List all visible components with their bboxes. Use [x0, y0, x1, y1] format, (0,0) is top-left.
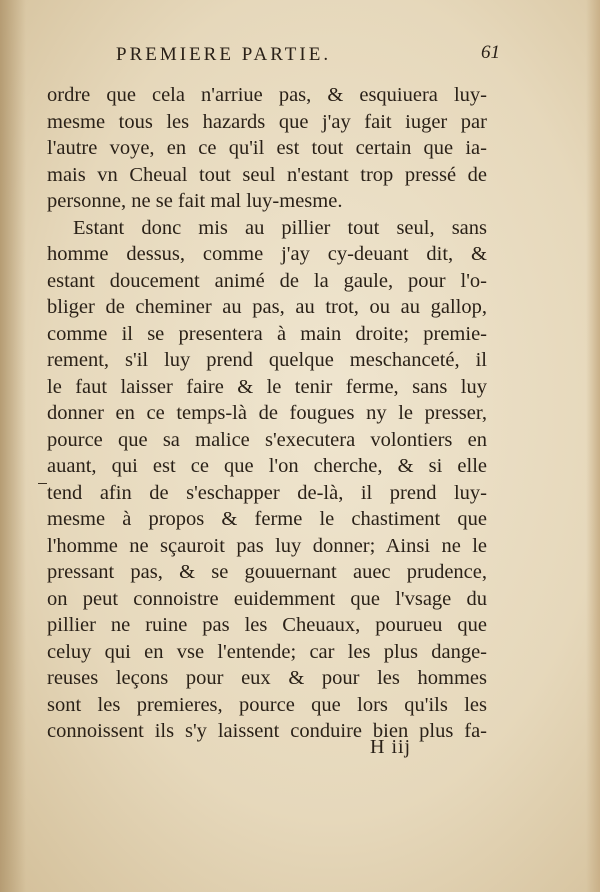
text-line: homme dessus, comme j'ay cy-deuant dit, & — [47, 243, 487, 265]
text-line: auant, qui est ce que l'on cherche, & si elle — [47, 455, 487, 477]
text-line: pressant pas, & se gouuernant auec prudence, — [47, 561, 487, 583]
page-gutter-shadow — [0, 0, 26, 892]
text-line: pillier ne ruine pas les Cheuaux, pourueu que — [47, 614, 487, 636]
paragraph-first-line: Estant donc mis au pillier tout seul, sans — [73, 216, 487, 239]
text-line: celuy qui en vse l'entende; car les plus dange- — [47, 640, 487, 663]
text-line: donner en ce temps-là de fougues ny le presser, — [47, 402, 487, 424]
signature-mark: H iij — [370, 736, 412, 758]
text-line: mais vn Cheual tout seul n'estant trop pressé de — [47, 163, 487, 186]
text-line: pource que sa malice s'executera volontiers en — [47, 428, 487, 451]
text-line: connoissent ils s'y laissent conduire bien plus fa- — [47, 720, 487, 742]
text-line: ordre que cela n'arriue pas, & esquiuera luy- — [47, 84, 487, 106]
text-line: sont les premieres, pource que lors qu'ils les — [47, 693, 487, 716]
margin-mark — [38, 483, 47, 484]
text-line: l'autre voye, en ce qu'il est tout certain que ia- — [47, 137, 487, 159]
text-line: estant doucement animé de la gaule, pour l'o- — [47, 269, 487, 292]
text-line: le faut laisser faire & le tenir ferme, sans luy — [47, 375, 487, 398]
page-edge-shadow — [586, 0, 600, 892]
text-line: l'homme ne sçauroit pas luy donner; Ainsi ne le — [47, 534, 487, 557]
page-number: 61 — [481, 42, 500, 63]
text-line: mesme tous les hazards que j'ay fait iuger par — [47, 110, 487, 133]
text-line: on peut connoistre euidemment que l'vsage du — [47, 587, 487, 610]
text-line: mesme à propos & ferme le chastiment que — [47, 508, 487, 530]
text-line: reuses leçons pour eux & pour les hommes — [47, 667, 487, 689]
body-text — [47, 82, 487, 745]
running-title: PREMIERE PARTIE. — [116, 44, 332, 65]
text-line: tend afin de s'eschapper de-là, il prend luy- — [47, 481, 487, 504]
text-line: rement, s'il luy prend quelque meschanceté, il — [47, 349, 487, 371]
text-line: personne, ne se fait mal luy-mesme. — [47, 190, 343, 212]
text-line: bliger de cheminer au pas, au trot, ou au gallop, — [47, 296, 487, 318]
text-line: comme il se presentera à main droite; premie- — [47, 322, 487, 345]
